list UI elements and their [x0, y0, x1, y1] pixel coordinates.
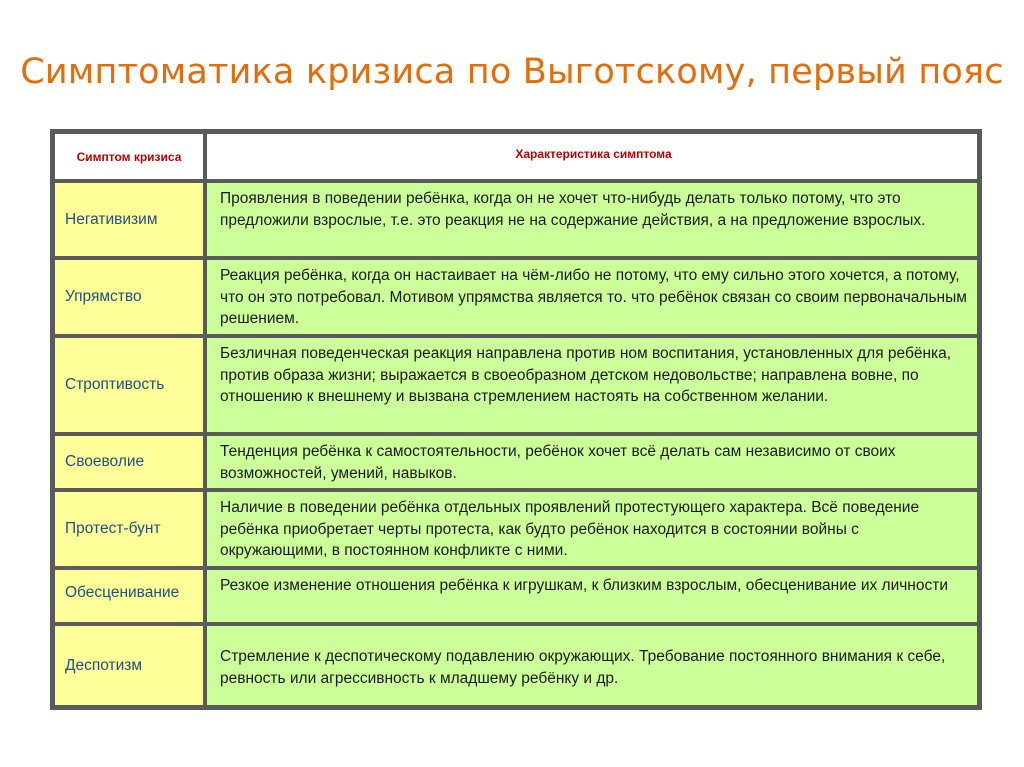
- table-row: [55, 492, 977, 566]
- table-header-row: [55, 134, 977, 179]
- table-row: [55, 183, 977, 256]
- table-grid: [55, 134, 977, 705]
- table-row: [55, 436, 977, 488]
- description-cell: Безличная поведенческая реакция направлена против ном воспитания, установленных для ребёнка, против образа жизни; выражается в своеобразном детском недовольстве; направлена вовне, по отношению к внешнему и вызвана стремлением настоять на собственном желании.: [207, 338, 977, 432]
- description-cell: Проявления в поведении ребёнка, когда он не хочет что-нибудь делать только потому, что это предложили взрослые, т.е. это реакция не на содержание действия, а на предложение взрослых.: [207, 183, 977, 256]
- symptom-cell: Упрямство: [55, 260, 207, 334]
- table-row: [55, 260, 977, 334]
- table-row: [55, 570, 977, 622]
- symptoms-table: [50, 129, 982, 710]
- table-row: [55, 338, 977, 432]
- description-cell: Стремление к деспотическому подавлению окружающих. Требование постоянного внимания к себе, ревность или агрессивность к младшему ребёнку и др.: [207, 626, 977, 705]
- slide-title: Симптоматика кризиса по Выготскому, первый пояс: [20, 52, 1004, 92]
- symptom-cell: Негативизим: [55, 183, 207, 256]
- description-cell: Реакция ребёнка, когда он настаивает на чём-либо не потому, что ему сильно этого хочется, а потому, что он это потребовал. Мотивом упрямства является то. что ребёнок связан со своим первоначальным решением.: [207, 260, 977, 334]
- description-cell: Наличие в поведении ребёнка отдельных проявлений протестующего характера. Всё поведение ребёнка приобретает черты протеста, как будто ребёнок находится в состоянии войны с окружающими, в постоянном конфликте с ними.: [207, 492, 977, 566]
- description-cell: Резкое изменение отношения ребёнка к игрушкам, к близким взрослым, обесценивание их личности: [207, 570, 977, 622]
- symptom-cell: Деспотизм: [55, 626, 207, 705]
- symptom-cell: Строптивость: [55, 338, 207, 432]
- symptom-cell: Своеволие: [55, 436, 207, 488]
- description-cell: Тенденция ребёнка к самостоятельности, ребёнок хочет всё делать сам независимо от своих возможностей, умений, навыков.: [207, 436, 977, 488]
- header-description: Характеристика симптома: [207, 134, 977, 179]
- symptom-cell: Протест-бунт: [55, 492, 207, 566]
- header-symptom: Симптом кризиса: [55, 134, 207, 179]
- symptom-cell: Обесценивание: [55, 570, 207, 622]
- table-row: [55, 626, 977, 705]
